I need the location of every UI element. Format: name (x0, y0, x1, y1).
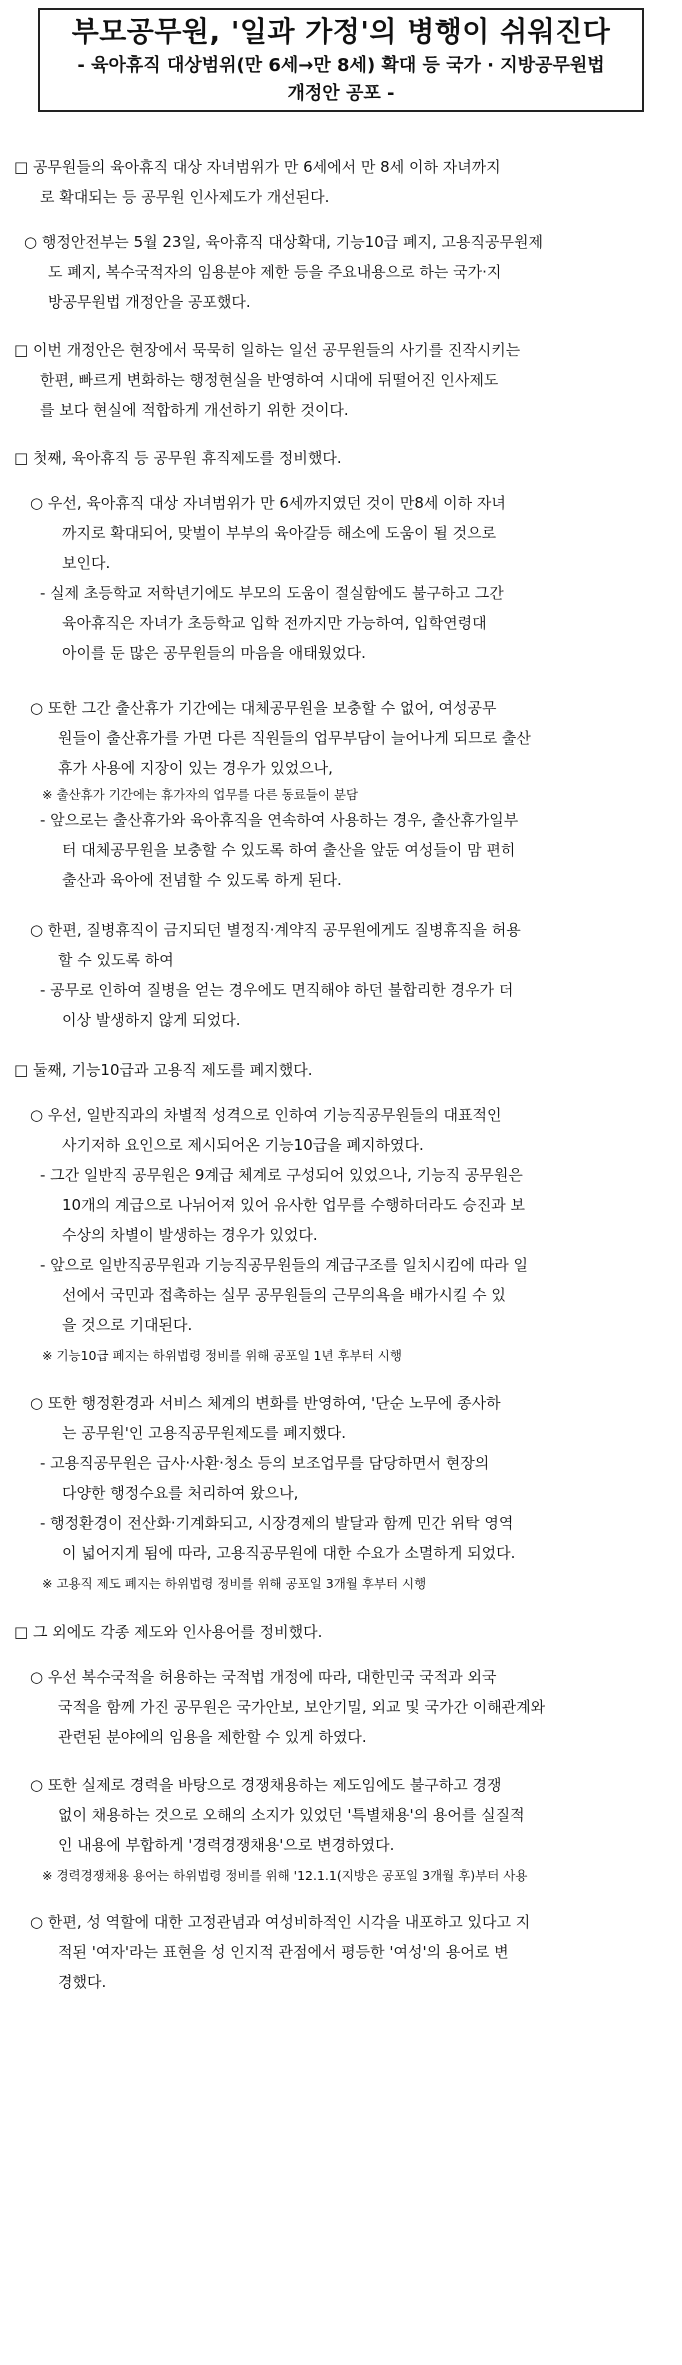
paragraph-line: 적된 '여자'라는 표현을 성 인지적 관점에서 평등한 '여성'의 용어로 변 (58, 1943, 509, 1961)
paragraph-line: □ 첫째, 육아휴직 등 공무원 휴직제도를 정비했다. (14, 449, 342, 467)
paragraph-line: - 실제 초등학교 저학년기에도 부모의 도움이 절실함에도 불구하고 그간 (40, 584, 504, 602)
paragraph-line: 를 보다 현실에 적합하게 개선하기 위한 것이다. (40, 401, 349, 419)
paragraph-line: 10개의 계급으로 나뉘어져 있어 유사한 업무를 수행하더라도 승진과 보 (62, 1196, 525, 1214)
headline-subtitle-line-1: - 육아휴직 대상범위(만 6세→만 8세) 확대 등 국가 · 지방공무원법 (77, 55, 605, 76)
paragraph-line: 국적을 함께 가진 공무원은 국가안보, 보안기밀, 외교 및 국가간 이해관계와 (58, 1698, 546, 1716)
paragraph-line: 육아휴직은 자녀가 초등학교 입학 전까지만 가능하여, 입학연령대 (62, 614, 487, 632)
paragraph-line: ○ 한편, 성 역할에 대한 고정관념과 여성비하적인 시각을 내포하고 있다고 지 (30, 1913, 531, 1931)
paragraph-line: 이상 발생하지 않게 되었다. (62, 1011, 241, 1029)
paragraph-line: - 행정환경이 전산화·기계화되고, 시장경제의 발달과 함께 민간 위탁 영역 (40, 1514, 514, 1532)
footnote-line: ※ 출산휴가 기간에는 휴가자의 업무를 다른 동료들이 분담 (42, 787, 359, 802)
paragraph-line: 아이를 둔 많은 공무원들의 마음을 애태웠었다. (62, 644, 366, 662)
paragraph-line: ○ 우선 복수국적을 허용하는 국적법 개정에 따라, 대한민국 국적과 외국 (30, 1668, 497, 1686)
paragraph-line: 도 폐지, 복수국적자의 임용분야 제한 등을 주요내용으로 하는 국가·지 (48, 263, 502, 281)
paragraph-line: 다양한 행정수요를 처리하여 왔으나, (62, 1484, 299, 1502)
paragraph-line: 터 대체공무원을 보충할 수 있도록 하여 출산을 앞둔 여성들이 맘 편히 (62, 841, 516, 859)
paragraph-line: 사기저하 요인으로 제시되어온 기능10급을 폐지하였다. (62, 1136, 424, 1154)
paragraph-line: ○ 우선, 육아휴직 대상 자녀범위가 만 6세까지였던 것이 만8세 이하 자녀 (30, 494, 506, 512)
paragraph-line: 보인다. (62, 554, 111, 572)
paragraph-line: 방공무원법 개정안을 공포했다. (48, 293, 251, 311)
paragraph-line: □ 둘째, 기능10급과 고용직 제도를 폐지했다. (14, 1061, 313, 1079)
footnote-line: ※ 경력경쟁채용 용어는 하위법령 정비를 위해 '12.1.1(지방은 공포일 3개월 후)부터 사용 (42, 1868, 528, 1883)
footnote-line: ※ 고용직 제도 폐지는 하위법령 정비를 위해 공포일 3개월 후부터 시행 (42, 1576, 427, 1591)
paragraph-line: 할 수 있도록 하여 (58, 951, 174, 969)
paragraph-line: 인 내용에 부합하게 '경력경쟁채용'으로 변경하였다. (58, 1836, 395, 1854)
paragraph-line: 경했다. (58, 1973, 107, 1991)
paragraph-line: - 그간 일반직 공무원은 9계급 체계로 구성되어 있었으나, 기능직 공무원은 (40, 1166, 523, 1184)
paragraph-line: ○ 또한 행정환경과 서비스 체계의 변화를 반영하여, '단순 노무에 종사하 (30, 1394, 501, 1412)
paragraph-line: - 앞으로 일반직공무원과 기능직공무원들의 계급구조를 일치시킴에 따라 일 (40, 1256, 528, 1274)
paragraph-line: - 앞으로는 출산휴가와 육아휴직을 연속하여 사용하는 경우, 출산휴가일부 (40, 811, 519, 829)
headline-subtitle-line-2: 개정안 공포 - (287, 83, 395, 104)
footnote-line: ※ 기능10급 폐지는 하위법령 정비를 위해 공포일 1년 후부터 시행 (42, 1348, 402, 1363)
paragraph-line: □ 공무원들의 육아휴직 대상 자녀범위가 만 6세에서 만 8세 이하 자녀까지 (14, 158, 501, 176)
paragraph-line: - 공무로 인하여 질병을 얻는 경우에도 면직해야 하던 불합리한 경우가 더 (40, 981, 514, 999)
paragraph-line: 수상의 차별이 발생하는 경우가 있었다. (62, 1226, 318, 1244)
paragraph-line: □ 이번 개정안은 현장에서 묵묵히 일하는 일선 공무원들의 사기를 진작시키는 (14, 341, 521, 359)
paragraph-line: ○ 또한 실제로 경력을 바탕으로 경쟁채용하는 제도임에도 불구하고 경쟁 (30, 1776, 502, 1794)
paragraph-line: 없이 채용하는 것으로 오해의 소지가 있었던 '특별채용'의 용어를 실질적 (58, 1806, 525, 1824)
headline-title: 부모공무원, '일과 가정'의 병행이 쉬워진다 (71, 15, 611, 48)
paragraph-line: □ 그 외에도 각종 제도와 인사용어를 정비했다. (14, 1623, 323, 1641)
paragraph-line: 을 것으로 기대된다. (62, 1316, 193, 1334)
paragraph-line: 로 확대되는 등 공무원 인사제도가 개선된다. (40, 188, 330, 206)
headline-box (38, 8, 644, 112)
paragraph-line: 휴가 사용에 지장이 있는 경우가 있었으나, (58, 759, 333, 777)
paragraph-line: 한편, 빠르게 변화하는 행정현실을 반영하여 시대에 뒤떨어진 인사제도 (40, 371, 499, 389)
paragraph-line: - 고용직공무원은 급사·사환·청소 등의 보조업무를 담당하면서 현장의 (40, 1454, 490, 1472)
paragraph-line: 까지로 확대되어, 맞벌이 부부의 육아갈등 해소에 도움이 될 것으로 (62, 524, 497, 542)
paragraph-line: 원들이 출산휴가를 가면 다른 직원들의 업무부담이 늘어나게 되므로 출산 (58, 729, 531, 747)
paragraph-line: 관련된 분야에의 임용을 제한할 수 있게 하였다. (58, 1728, 367, 1746)
paragraph-line: ○ 행정안전부는 5월 23일, 육아휴직 대상확대, 기능10급 폐지, 고용직공무원제 (24, 233, 543, 251)
paragraph-line: 선에서 국민과 접촉하는 실무 공무원들의 근무의욕을 배가시킬 수 있 (62, 1286, 506, 1304)
paragraph-line: ○ 한편, 질병휴직이 금지되던 별정직·계약직 공무원에게도 질병휴직을 허용 (30, 921, 521, 939)
paragraph-line: ○ 또한 그간 출산휴가 기간에는 대체공무원을 보충할 수 없어, 여성공무 (30, 699, 497, 717)
paragraph-line: 는 공무원'인 고용직공무원제도를 폐지했다. (62, 1424, 347, 1442)
paragraph-line: 출산과 육아에 전념할 수 있도록 하게 된다. (62, 871, 342, 889)
paragraph-line: 이 넓어지게 됨에 따라, 고용직공무원에 대한 수요가 소멸하게 되었다. (62, 1544, 516, 1562)
paragraph-line: ○ 우선, 일반직과의 차별적 성격으로 인하여 기능직공무원들의 대표적인 (30, 1106, 502, 1124)
